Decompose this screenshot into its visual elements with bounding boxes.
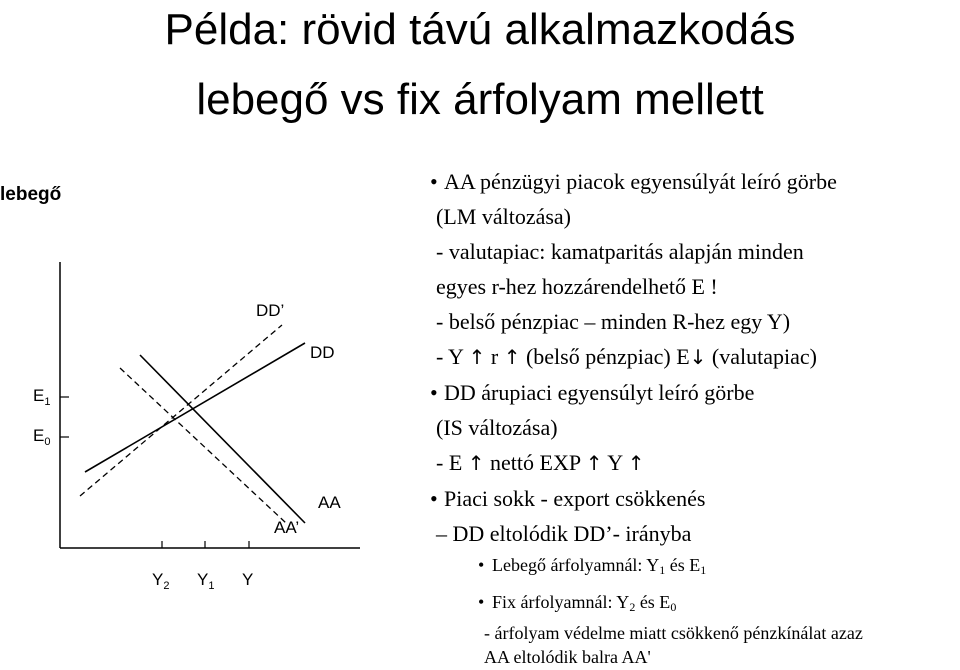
aa-fx-line-2: egyes r-hez hozzárendelhető E ! [436,274,718,299]
fix-line: • Fix árfolyamnál: $Y_2$ és $E_0$ [478,592,677,614]
aa-fx-line-1: - valutapiac: kamatparitás alapján minden [436,239,804,264]
defense-line-1: - árfolyam védelme miatt csökkenő pénzkínálat azaz [484,623,863,643]
explanation-text [430,164,958,669]
adjustment-diagram [0,0,430,600]
aa-chain-line: - Y ↑ r ↑ (belső pénzpiac) E↓ (valutapiac) [436,344,817,369]
page-title-line-2: lebegő vs fix árfolyam mellett [196,75,764,124]
dd-label: DD [310,343,335,362]
arrow-up-icon: ↑ [503,345,521,369]
e1-label: $E_1$ [33,386,51,408]
dd-bullet: • DD árupiaci egyensúlyt leíró görbe [430,380,755,405]
float-line: • Lebegő árfolyamnál: $Y_1$ és $E_1$ [478,555,707,577]
dd-is-line: (IS változása) [436,415,558,440]
y-label: Y [242,570,254,589]
dd-shifted-label: DD’ [256,301,285,320]
arrow-up-icon: ↑ [467,451,485,475]
defense-line-2: AA eltolódik balra AA' [484,647,651,667]
dd-shifted-curve [80,325,282,496]
dd-curve [85,343,305,472]
dd-chain-line: - E ↑ nettó EXP ↑ Y ↑ [436,450,645,475]
aa-bullet: • AA pénzügyi piacok egyensúlyát leíró görbe [430,169,837,194]
aa-curve [140,355,305,523]
arrow-up-icon: ↑ [585,451,603,475]
page-title-line-1: Példa: rövid távú alkalmazkodás [164,5,796,54]
floating-label: lebegő [0,184,62,205]
aa-money-line: - belső pénzpiac – minden R-hez egy Y) [436,309,791,334]
shock-bullet: • Piaci sokk - export csökkenés [430,486,706,511]
shock-shift-line: – DD eltolódik DD’- irányba [436,521,692,546]
arrow-down-icon: ↓ [689,345,707,369]
aa-label: AA [318,493,341,512]
arrow-up-icon: ↑ [627,451,645,475]
y1-label: $Y_1$ [197,570,215,592]
y2-label: $Y_2$ [152,570,170,592]
aa-shifted-label: AA’ [274,518,300,537]
aa-lm-line: (LM változása) [436,204,571,229]
arrow-up-icon: ↑ [468,345,486,369]
e0-label: $E_0$ [33,426,51,448]
